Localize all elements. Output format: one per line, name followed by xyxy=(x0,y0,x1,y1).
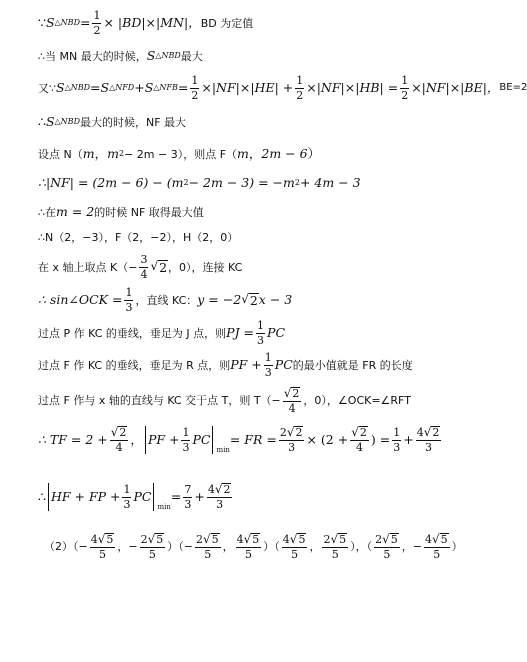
radical-sign: √ xyxy=(150,258,159,273)
area-symbol: S xyxy=(45,114,55,129)
sqrt xyxy=(111,426,128,439)
line-16-answer xyxy=(44,533,463,560)
radical-sign: √ xyxy=(243,532,252,546)
text: PC xyxy=(274,356,293,372)
text: ）（− xyxy=(167,540,193,554)
text: ， xyxy=(222,540,234,554)
radical-sign: √ xyxy=(286,425,295,440)
fraction xyxy=(416,426,442,453)
sqrt xyxy=(244,533,261,546)
line-8 xyxy=(38,232,238,243)
sqrt xyxy=(382,533,399,546)
subscript: △NFB xyxy=(153,83,178,93)
text: = xyxy=(177,79,189,95)
fraction xyxy=(124,287,133,313)
fraction xyxy=(139,254,148,280)
radical-sign: √ xyxy=(289,532,298,546)
numerator xyxy=(416,426,442,441)
denominator: 4 xyxy=(115,441,123,454)
denominator: 2 xyxy=(296,88,304,102)
text: BD 为定值 xyxy=(200,16,254,30)
text: BE=2 xyxy=(499,82,527,94)
line-4 xyxy=(38,116,186,129)
numerator: 1 xyxy=(191,74,199,87)
text: 又∵ xyxy=(38,81,56,95)
coefficient: 2 xyxy=(279,426,287,440)
radicand: 5 xyxy=(298,533,306,546)
text: × |BD|×|MN|， xyxy=(103,14,201,30)
fraction xyxy=(195,533,221,560)
denominator: 3 xyxy=(393,440,401,454)
subscript: △NBD xyxy=(155,51,181,61)
text: PC xyxy=(267,324,286,340)
abs-bar xyxy=(48,483,49,511)
line-5 xyxy=(38,148,320,161)
sqrt xyxy=(241,293,259,307)
coefficient: 4 xyxy=(282,533,290,546)
radical-sign: √ xyxy=(110,425,119,440)
text: ) = xyxy=(370,431,391,447)
denominator: 4 xyxy=(356,441,364,454)
text: ）（ xyxy=(263,540,280,554)
text: PC xyxy=(192,431,211,447)
text: 过点 F 作 KC 的垂线，垂足为 R 点，则 xyxy=(38,358,231,372)
subscript: △NBD xyxy=(54,117,80,127)
numerator xyxy=(424,533,450,548)
radicand: 5 xyxy=(211,533,219,546)
fraction xyxy=(350,426,369,453)
numerator xyxy=(195,533,221,548)
text: （2）（− xyxy=(44,540,88,554)
text: ， xyxy=(309,540,321,554)
line-7 xyxy=(38,206,204,219)
text: = xyxy=(90,79,101,95)
denominator: 5 xyxy=(204,547,212,561)
fraction xyxy=(181,427,190,453)
fraction xyxy=(183,484,192,510)
subscript: △NBD xyxy=(54,18,80,28)
line-15 xyxy=(38,483,234,511)
numerator xyxy=(374,533,400,548)
text: ∴在 xyxy=(38,205,56,219)
denominator: 5 xyxy=(383,547,391,561)
fraction xyxy=(392,427,401,453)
text: PC xyxy=(133,488,152,504)
fraction xyxy=(256,320,265,346)
text: + xyxy=(194,488,205,504)
fraction xyxy=(90,533,116,560)
radicand: 5 xyxy=(252,533,260,546)
text: ， xyxy=(248,146,262,161)
numerator xyxy=(207,483,233,498)
fraction xyxy=(190,75,199,101)
text: ∴当 MN 最大的时候， xyxy=(38,49,147,63)
radicand: 2 xyxy=(359,426,367,440)
coefficient: 2 xyxy=(375,533,383,546)
fraction xyxy=(236,533,262,560)
subscript: △NBD xyxy=(64,83,91,93)
numerator: 1 xyxy=(93,9,101,22)
text: y = −2 xyxy=(197,291,242,307)
line-6 xyxy=(38,177,361,190)
subscript: △NFD xyxy=(109,83,135,93)
text: ，0）， xyxy=(303,394,338,408)
coefficient: 4 xyxy=(207,483,215,497)
sqrt xyxy=(215,483,232,496)
text: 在 x 轴上取点 K（− xyxy=(38,260,138,274)
line-9 xyxy=(38,254,242,280)
radicand: 2 xyxy=(292,387,300,400)
line-1 xyxy=(38,10,253,36)
text: 设点 N（ xyxy=(38,147,83,161)
fraction xyxy=(110,426,129,453)
text: 2m − 6 xyxy=(261,146,308,161)
text: ，直线 KC： xyxy=(135,293,198,307)
denominator: 5 xyxy=(148,547,156,561)
line-3 xyxy=(38,75,527,101)
radical-sign: √ xyxy=(423,425,432,440)
line-10 xyxy=(38,287,292,313)
text: ∴|NF| = (2m − 6) − (m xyxy=(38,175,184,190)
text: PJ = xyxy=(226,324,255,340)
text: ∴ sin∠OCK = xyxy=(38,291,123,307)
numerator: 1 xyxy=(123,482,131,496)
denominator: 2 xyxy=(401,88,409,102)
text: + xyxy=(403,431,414,447)
text: = xyxy=(170,488,182,504)
numerator xyxy=(140,533,166,548)
abs-bar xyxy=(153,483,154,511)
text: HF + FP + xyxy=(50,488,121,504)
area-symbol: S xyxy=(56,79,65,95)
coefficient: 4 xyxy=(236,533,244,546)
sqrt xyxy=(290,533,307,546)
coefficient: 2 xyxy=(140,533,148,546)
radical-sign: √ xyxy=(214,482,223,497)
numerator xyxy=(110,426,129,441)
sqrt xyxy=(287,426,304,439)
radical-sign: √ xyxy=(382,532,390,546)
denominator: 3 xyxy=(216,498,224,511)
sqrt xyxy=(351,426,368,439)
radical-sign: √ xyxy=(431,532,440,546)
denominator: 3 xyxy=(182,440,190,454)
text: ），（ xyxy=(350,540,373,554)
radicand: 5 xyxy=(339,533,347,546)
text: × (2 + xyxy=(306,431,349,447)
text: 过点 P 作 KC 的垂线，垂足为 J 点，则 xyxy=(38,326,227,340)
text: 的最小值就是 FR 的长度 xyxy=(292,358,413,372)
radical-sign: √ xyxy=(330,532,339,546)
coefficient: 2 xyxy=(195,533,203,546)
denominator: 3 xyxy=(264,365,272,379)
fraction xyxy=(295,75,304,101)
text: ∴N（2，−3），F（2，−2），H（2，0） xyxy=(38,231,239,244)
text: ×|NF|×|HB| = xyxy=(306,79,399,95)
text: = FR = xyxy=(229,431,277,447)
line-13 xyxy=(38,387,411,414)
fraction xyxy=(282,533,308,560)
radicand: 2 xyxy=(249,292,258,308)
denominator: 3 xyxy=(288,441,296,454)
radicand: 5 xyxy=(106,533,114,546)
min-subscript xyxy=(210,426,229,454)
text: ，− xyxy=(401,540,422,554)
fraction xyxy=(374,533,400,560)
radical-sign: √ xyxy=(241,291,249,306)
text: 最大 xyxy=(180,49,203,63)
radical-sign: √ xyxy=(202,532,211,546)
text: m = 2 xyxy=(56,204,95,219)
numerator xyxy=(322,533,348,548)
text: − 2m − 3），则点 F（ xyxy=(124,147,238,161)
numerator xyxy=(90,533,116,548)
text: ∴ xyxy=(38,114,46,129)
min-subscript xyxy=(151,483,170,511)
numerator: 7 xyxy=(184,482,192,496)
sqrt xyxy=(98,533,115,546)
min-label: min xyxy=(157,503,171,511)
coefficient: 2 xyxy=(323,533,331,546)
sqrt xyxy=(284,387,301,400)
area-symbol: S xyxy=(146,48,156,63)
fraction xyxy=(400,75,409,101)
denominator: 3 xyxy=(257,333,265,347)
radical-sign: √ xyxy=(97,532,106,546)
superscript: 2 xyxy=(118,149,125,159)
coefficient: 4 xyxy=(416,426,424,440)
line-12 xyxy=(38,352,413,378)
radical-sign: √ xyxy=(147,532,156,546)
sqrt xyxy=(432,533,449,546)
text: ） xyxy=(307,146,321,161)
line-11 xyxy=(38,320,285,346)
text: ，0），连接 KC xyxy=(168,260,243,274)
fraction xyxy=(264,352,273,378)
denominator: 5 xyxy=(244,547,252,561)
fraction xyxy=(283,387,302,414)
numerator xyxy=(282,533,308,548)
denominator: 5 xyxy=(331,547,339,561)
text: ×|NF|×|HE| + xyxy=(201,79,294,95)
numerator xyxy=(350,426,369,441)
min-label: min xyxy=(216,446,230,454)
area-symbol: S xyxy=(100,79,110,95)
radicand: 2 xyxy=(295,426,303,440)
coefficient: 4 xyxy=(90,533,98,546)
abs-bar xyxy=(145,426,146,454)
sqrt xyxy=(424,426,441,439)
sqrt xyxy=(150,260,168,274)
text: ∠OCK=∠RFT xyxy=(337,394,411,408)
line-2 xyxy=(38,50,203,63)
numerator: 1 xyxy=(296,74,304,87)
radicand: 5 xyxy=(440,533,448,546)
numerator: 1 xyxy=(264,351,272,364)
sqrt xyxy=(148,533,165,546)
text: m xyxy=(237,146,249,161)
radical-sign: √ xyxy=(351,425,359,440)
fraction xyxy=(424,533,450,560)
text: + 4m − 3 xyxy=(299,175,361,190)
sqrt xyxy=(203,533,220,546)
denominator: 3 xyxy=(425,441,433,454)
text: m xyxy=(107,146,119,161)
text: 最大的时候，NF 最大 xyxy=(79,115,187,129)
fraction xyxy=(140,533,166,560)
text: − 2m − 3) = −m xyxy=(188,175,295,190)
numerator xyxy=(236,533,262,548)
radicand: 2 xyxy=(432,426,440,440)
denominator: 2 xyxy=(93,23,101,37)
text: ∴ TF = 2 + xyxy=(38,431,108,447)
area-symbol: S xyxy=(45,14,55,30)
text: ∵ xyxy=(38,14,46,30)
denominator: 4 xyxy=(288,401,296,415)
numerator: 1 xyxy=(125,286,133,299)
text: 过点 F 作与 x 轴的直线与 KC 交于点 T，则 T（− xyxy=(38,394,281,408)
numerator: 1 xyxy=(257,319,265,332)
text: ， xyxy=(130,431,143,447)
abs-bar xyxy=(212,426,213,454)
denominator: 4 xyxy=(140,267,148,281)
text: = xyxy=(79,14,91,30)
radicand: 5 xyxy=(156,533,164,546)
radicand: 2 xyxy=(119,426,127,440)
radicand: 2 xyxy=(223,483,231,497)
radicand: 5 xyxy=(390,533,398,546)
denominator: 5 xyxy=(99,547,107,561)
radicand: 2 xyxy=(159,259,168,275)
fraction xyxy=(322,533,348,560)
denominator: 3 xyxy=(184,497,192,511)
numerator: 1 xyxy=(393,425,401,439)
text: ， xyxy=(94,146,108,161)
text: x − 3 xyxy=(258,291,293,307)
line-14 xyxy=(38,426,443,454)
superscript: 2 xyxy=(183,178,189,188)
coefficient: 4 xyxy=(424,533,432,546)
denominator: 3 xyxy=(123,497,131,511)
fraction xyxy=(279,426,305,453)
text: 的时候 NF 取得最大值 xyxy=(94,205,204,219)
numerator: 1 xyxy=(401,74,409,87)
text: + xyxy=(134,79,145,95)
area-symbol: S xyxy=(144,79,154,95)
text: PF + xyxy=(147,431,180,447)
text: ，− xyxy=(117,540,138,554)
numerator: 3 xyxy=(140,253,148,266)
text: ×|NF|×|BE|， xyxy=(411,79,500,95)
text: ） xyxy=(451,540,463,554)
numerator xyxy=(279,426,305,441)
radical-sign: √ xyxy=(283,386,292,400)
text: ∴ xyxy=(38,488,46,504)
fraction xyxy=(92,10,101,36)
denominator: 5 xyxy=(433,547,441,561)
denominator: 5 xyxy=(291,547,299,561)
text: m xyxy=(82,146,95,161)
superscript: 2 xyxy=(294,178,300,188)
sqrt xyxy=(330,533,347,546)
denominator: 2 xyxy=(191,88,199,102)
fraction xyxy=(207,483,233,510)
text: PF + xyxy=(230,356,262,372)
numerator xyxy=(283,387,302,402)
fraction xyxy=(122,484,131,510)
numerator: 1 xyxy=(182,425,190,439)
denominator: 3 xyxy=(125,300,133,314)
